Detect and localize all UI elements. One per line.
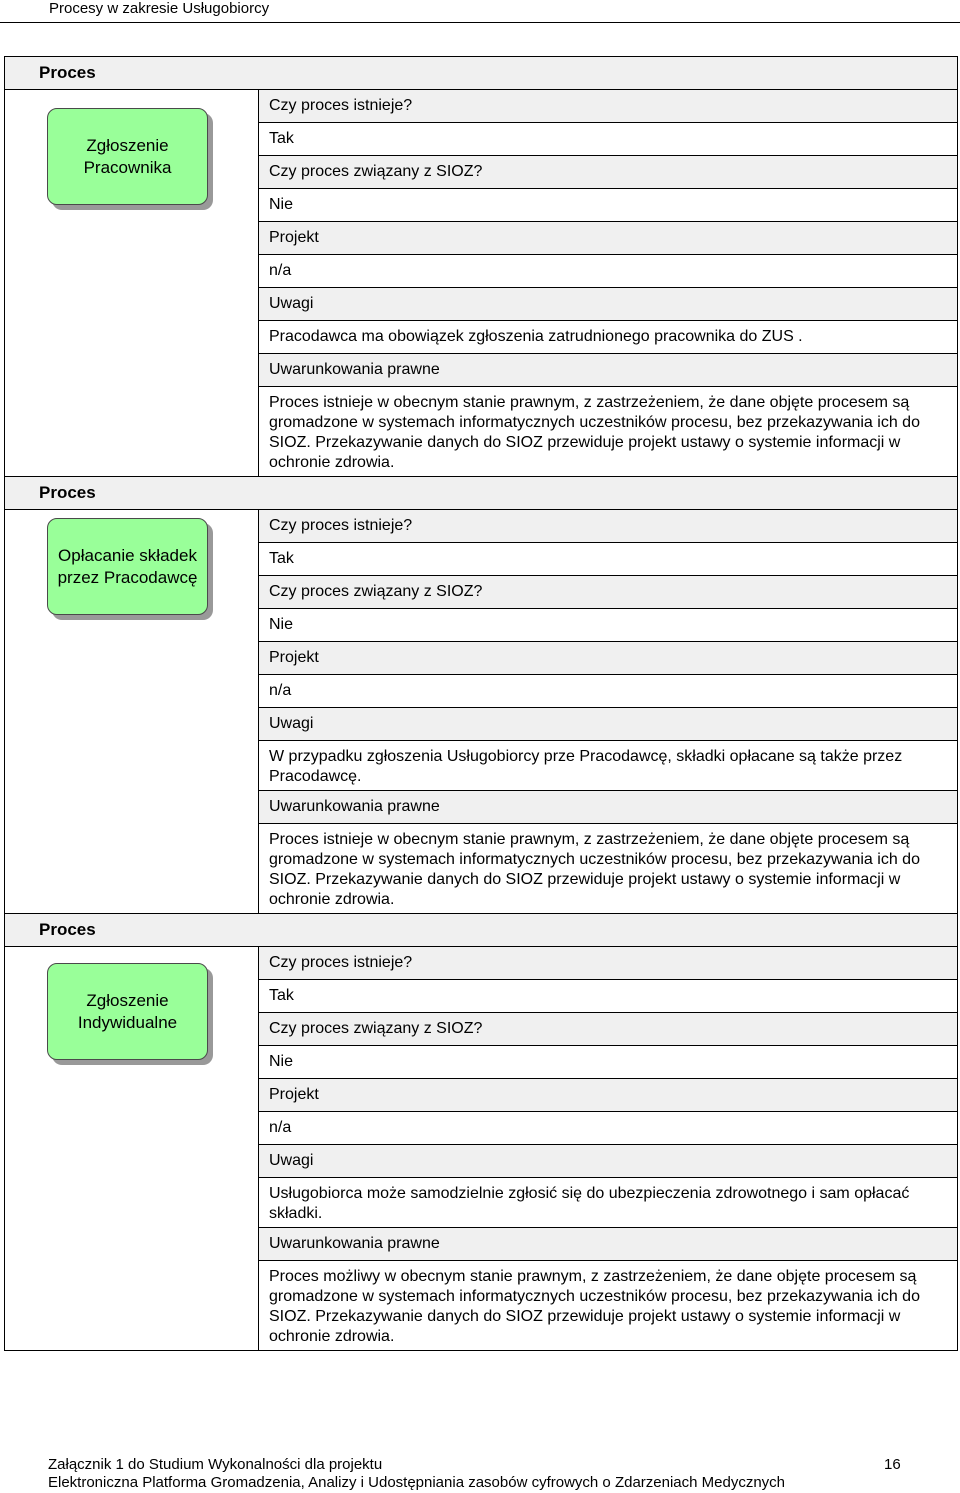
- answer-sioz: Nie: [259, 189, 957, 222]
- question-project: Projekt: [259, 642, 957, 675]
- answer-notes: Pracodawca ma obowiązek zgłoszenia zatrudnionego pracownika do ZUS .: [259, 321, 957, 354]
- answer-exists: Tak: [259, 980, 957, 1013]
- process-shape-cell: [5, 510, 259, 914]
- page-number: 16: [884, 1456, 901, 1473]
- answer-sioz: Nie: [259, 1046, 957, 1079]
- question-notes: Uwagi: [259, 288, 957, 321]
- page-header-title: Procesy w zakresie Usługobiorcy: [49, 0, 270, 17]
- answer-exists: Tak: [259, 123, 957, 156]
- process-node: Zgłoszenie Pracownika: [47, 108, 208, 205]
- answer-sioz: Nie: [259, 609, 957, 642]
- process-node: Opłacanie składek przez Pracodawcę: [47, 518, 208, 615]
- answer-legal: Proces istnieje w obecnym stanie prawnym, z zastrzeżeniem, że dane objęte procesem są gromadzone w systemach informatycznych uczestników procesu, bez przekazywania ich do SIOZ. Przekazywanie danych do SIOZ przewiduje projekt ustawy o systemie informacji w ochronie zdrowia.: [259, 387, 957, 476]
- process-shape-cell: [5, 90, 259, 477]
- process-details: [259, 510, 958, 914]
- process-shape-cell: [5, 947, 259, 1351]
- question-notes: Uwagi: [259, 708, 957, 741]
- process-label: Proces: [5, 57, 958, 90]
- process-table: [4, 56, 958, 1351]
- question-legal: Uwarunkowania prawne: [259, 791, 957, 824]
- question-project: Projekt: [259, 222, 957, 255]
- process-details: [259, 90, 958, 477]
- question-legal: Uwarunkowania prawne: [259, 354, 957, 387]
- answer-project: n/a: [259, 255, 957, 288]
- question-legal: Uwarunkowania prawne: [259, 1228, 957, 1261]
- footer-line-2: Elektroniczna Platforma Gromadzenia, Analizy i Udostępniania zasobów cyfrowych o Zdarzeniach Medycznych: [48, 1474, 786, 1491]
- answer-notes: W przypadku zgłoszenia Usługobiorcy prze Pracodawcę, składki opłacane są także przez Pracodawcę.: [259, 741, 957, 791]
- answer-project: n/a: [259, 675, 957, 708]
- question-sioz: Czy proces związany z SIOZ?: [259, 1013, 957, 1046]
- answer-notes: Usługobiorca może samodzielnie zgłosić się do ubezpieczenia zdrowotnego i sam opłacać składki.: [259, 1178, 957, 1228]
- question-sioz: Czy proces związany z SIOZ?: [259, 576, 957, 609]
- process-label: Proces: [5, 477, 958, 510]
- question-exists: Czy proces istnieje?: [259, 90, 957, 123]
- question-exists: Czy proces istnieje?: [259, 947, 957, 980]
- process-node: Zgłoszenie Indywidualne: [47, 963, 208, 1060]
- question-exists: Czy proces istnieje?: [259, 510, 957, 543]
- answer-project: n/a: [259, 1112, 957, 1145]
- question-sioz: Czy proces związany z SIOZ?: [259, 156, 957, 189]
- answer-legal: Proces istnieje w obecnym stanie prawnym, z zastrzeżeniem, że dane objęte procesem są gromadzone w systemach informatycznych uczestników procesu, bez przekazywania ich do SIOZ. Przekazywanie danych do SIOZ przewiduje projekt ustawy o systemie informacji w ochronie zdrowia.: [259, 824, 957, 913]
- header-rule: [0, 22, 960, 23]
- question-notes: Uwagi: [259, 1145, 957, 1178]
- footer-line-1: Załącznik 1 do Studium Wykonalności dla projektu: [48, 1456, 383, 1473]
- answer-exists: Tak: [259, 543, 957, 576]
- process-details: [259, 947, 958, 1351]
- process-label: Proces: [5, 914, 958, 947]
- question-project: Projekt: [259, 1079, 957, 1112]
- answer-legal: Proces możliwy w obecnym stanie prawnym, z zastrzeżeniem, że dane objęte procesem są gromadzone w systemach informatycznych uczestników procesu, bez przekazywania ich do SIOZ. Przekazywanie danych do SIOZ przewiduje projekt ustawy o systemie informacji w ochronie zdrowia.: [259, 1261, 957, 1350]
